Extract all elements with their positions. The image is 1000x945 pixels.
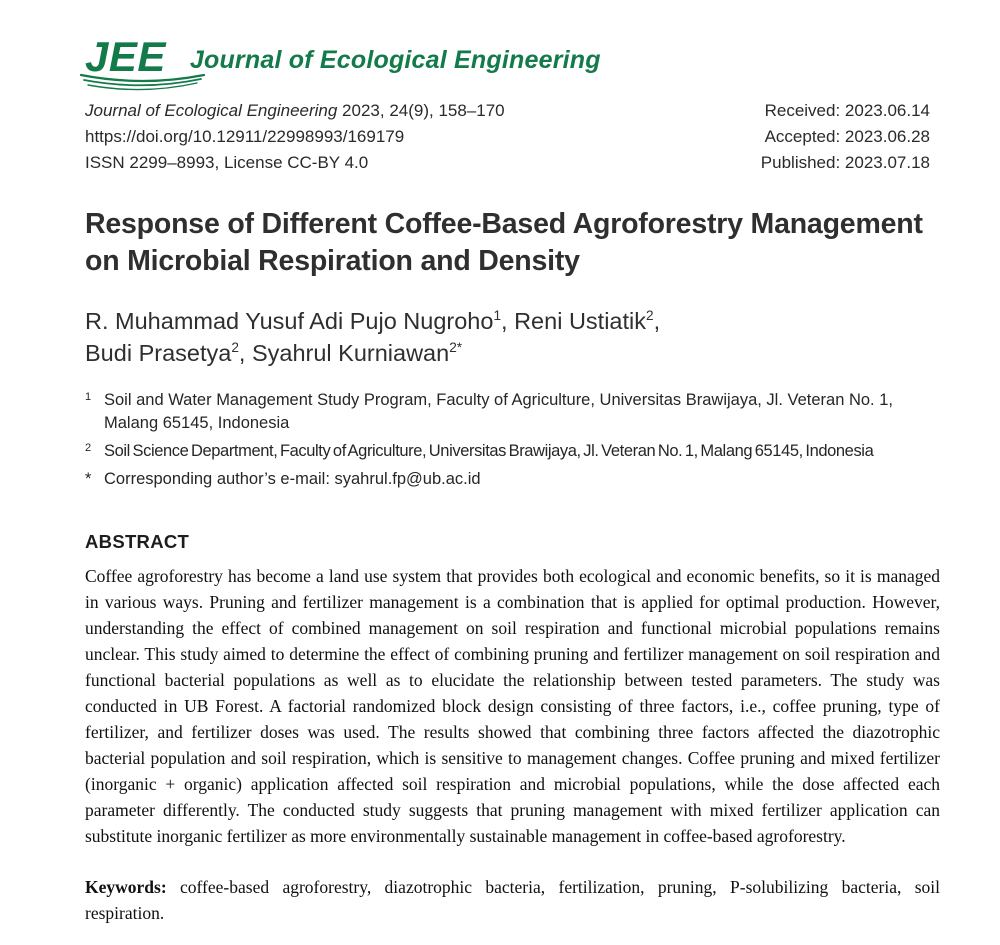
author-line: R. Muhammad Yusuf Adi Pujo Nugroho$^1$, Reni Ustiatik$^2$, [85, 308, 661, 334]
journal-logo [85, 33, 166, 94]
affiliation-marker: * [85, 470, 92, 488]
logo-swoosh-icon [79, 72, 207, 94]
dates-block [761, 98, 940, 176]
authors [85, 305, 940, 369]
citation-line [85, 98, 505, 124]
article-meta [85, 98, 940, 176]
keywords [85, 874, 940, 926]
affiliation-marker: 1 [85, 391, 92, 403]
keywords-list: coffee-based agroforestry, diazotrophic bacteria, fertilization, pruning, P-solubilizing bacteria, soil respiration. [85, 877, 940, 923]
affiliation-item [85, 468, 940, 491]
article-title [85, 206, 940, 280]
title-line-1: Response of Different Coffee-Based Agroforestry Management [85, 208, 923, 240]
abstract-heading: ABSTRACT [85, 531, 190, 552]
published-date: Published: 2023.07.18 [760, 153, 930, 172]
issn-license: ISSN 2299–8993, License CC-BY 4.0 [85, 153, 369, 172]
accepted-date: Accepted: 2023.06.28 [764, 127, 930, 146]
keywords-label: Keywords: [85, 877, 167, 897]
affiliation-item [85, 389, 940, 435]
affiliation-text: Soil and Water Management Study Program, Faculty of Agriculture, Universitas Brawijaya, Jl. Veteran No. 1, Malang 65145, Indonesia [104, 391, 893, 432]
journal-name: Journal of Ecological Engineering [189, 45, 601, 74]
citation-issue-pages: 2023, 24(9), 158–170 [337, 101, 505, 120]
title-line-2: on Microbial Respiration and Density [85, 245, 580, 277]
journal-logo-acronym: JEE [85, 33, 166, 80]
citation-block [85, 98, 505, 176]
journal-header [85, 33, 940, 176]
affiliation-text: Soil Science Department, Faculty of Agriculture, Universitas Brawijaya, Jl. Veteran No. 1, Malang 65145, Indonesia [104, 442, 874, 460]
received-date: Received: 2023.06.14 [764, 101, 930, 120]
affiliation-item [85, 440, 940, 463]
abstract-body: Coffee agroforestry has become a land use system that provides both ecological and economic benefits, so it is managed in various ways. Pruning and fertilizer management is a combination that is applied for optimal production. However, understanding the effect of combined management on soil respiration and functional microbial populations remains unclear. This study aimed to determine the effect of combining pruning and fertilizer management on soil respiration and functional bacterial populations as well as to elucidate the relationship between tested parameters. The study was conducted in UB Forest. A factorial randomized block design consisting of three factors, i.e., coffee pruning, type of fertilizer, and fertilizer doses was used. The results showed that combining three factors affected the diazotrophic bacterial population and soil respiration, which is sensitive to management changes. Coffee pruning and mixed fertilizer (inorganic + organic) application affected soil respiration and microbial populations, while the dose affected each parameter differently. The conducted study suggests that pruning management with mixed fertilizer application can substitute inorganic fertilizer as more environmentally sustainable management in coffee-based agroforestry. [85, 566, 940, 846]
abstract-section [85, 531, 940, 849]
author-line: Budi Prasetya$^2$, Syahrul Kurniawan$^{2*}$ [85, 340, 463, 366]
logo-row [85, 33, 940, 94]
doi-link[interactable]: https://doi.org/10.12911/22998993/169179 [85, 127, 405, 146]
affiliation-marker: 2 [85, 442, 92, 454]
citation-journal-name: Journal of Ecological Engineering [85, 101, 338, 120]
affiliations [85, 389, 940, 491]
affiliation-text: Corresponding author’s e-mail: syahrul.fp@ub.ac.id [104, 470, 481, 488]
